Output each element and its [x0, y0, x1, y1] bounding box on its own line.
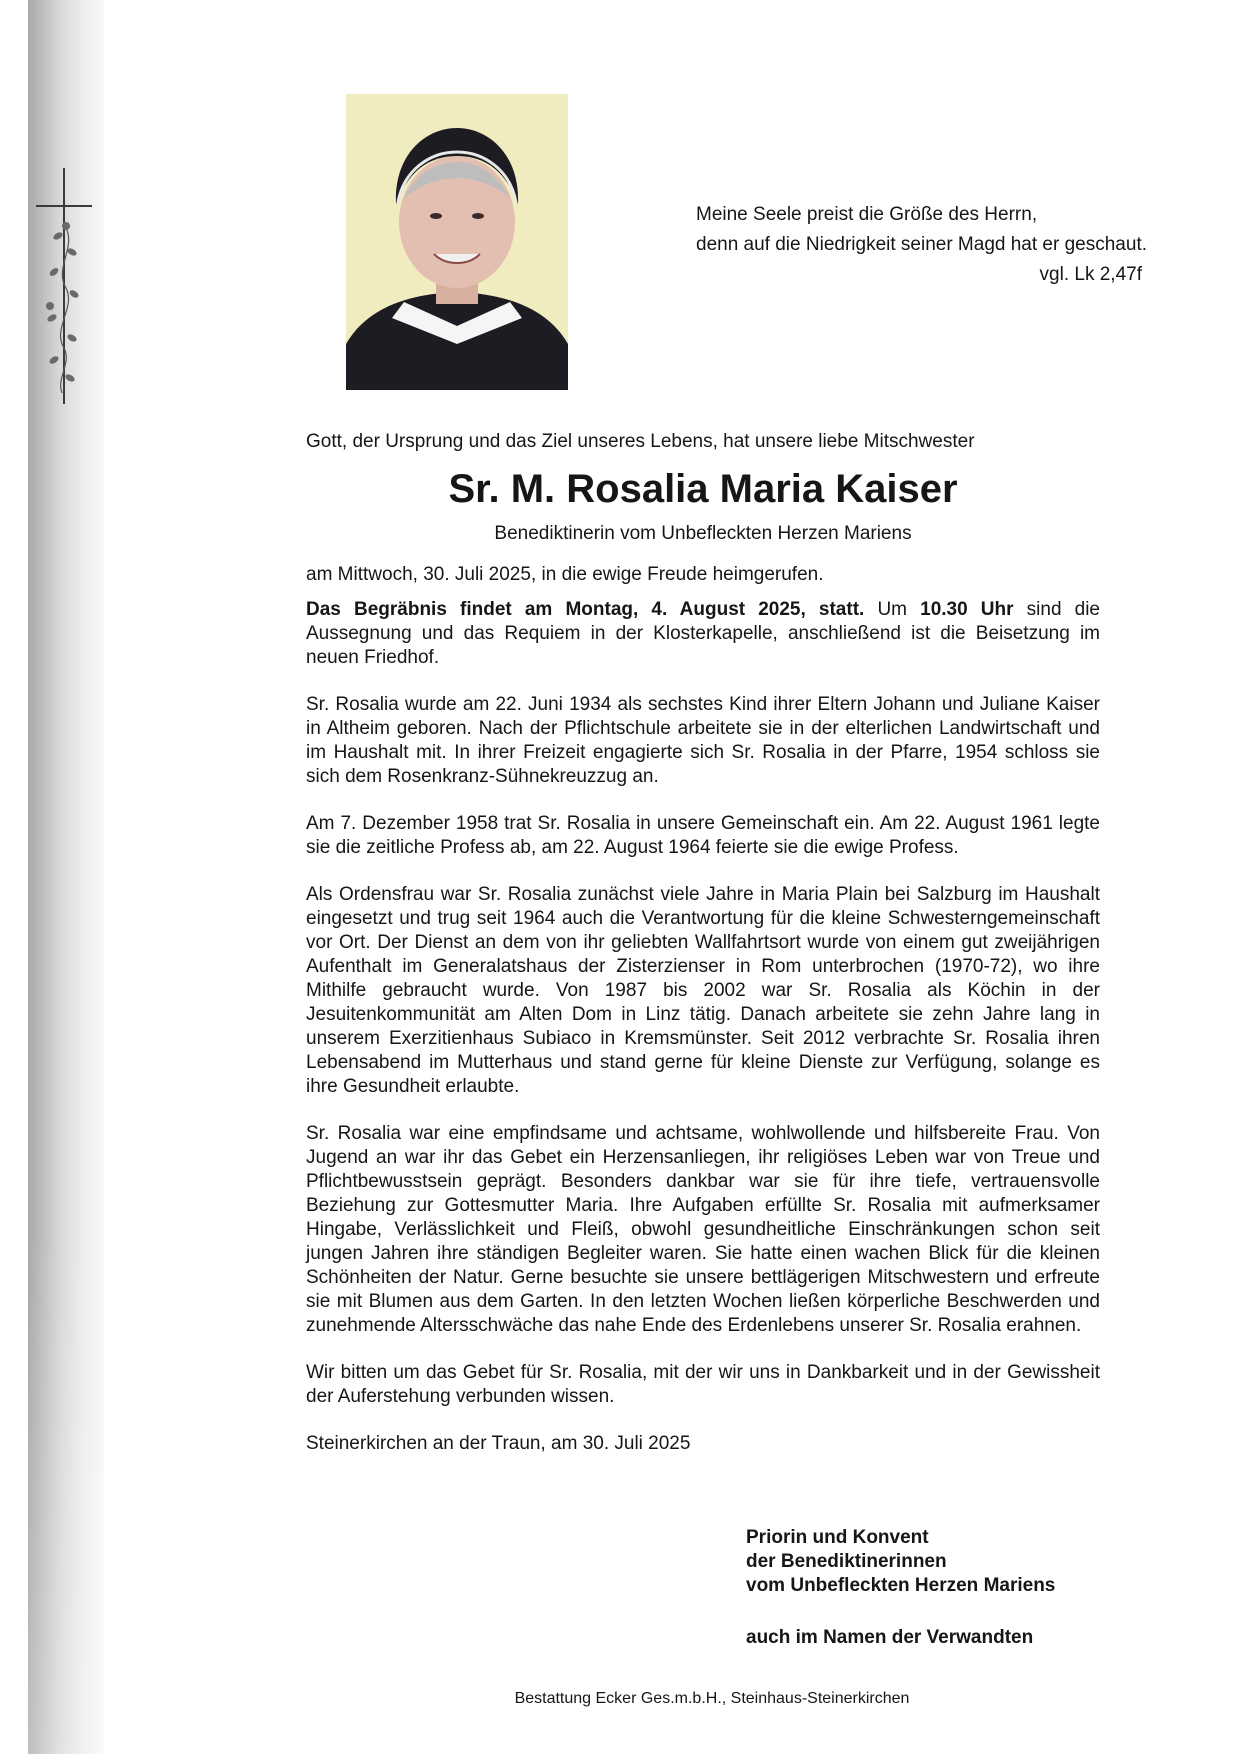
biography-paragraph: Als Ordensfrau war Sr. Rosalia zunächst viele Jahre in Maria Plain bei Salzburg im Haushalt eingesetzt und trug seit 1964 auch die Verantwortung für die kleine Schwesterngemeinschaft vor Ort. Der Dienst an dem von ihr geliebten Wallfahrtsort wurde von einem gut zweijährigen Aufenthalt im Generalatshaus der Zisterzienser in Rom unterbrochen (1970-72), wo ihre Mithilfe gebraucht wurde. Von 1987 bis 2002 war Sr. Rosalia als Köchin in der Jesuitenkommunität am Alten Dom in Linz tätig. Danach arbeitete sie zehn Jahre lang in unserem Exerzitienhaus Subiaco in Kremsmünster. Seit 2012 verbrachte Sr. Rosalia ihren Lebensabend im Mutterhaus und stand gerne für kleine Dienste zur Verfügung, solange es ihre Gesundheit erlaubte.	[306, 884, 1100, 1097]
bible-quote	[696, 200, 1156, 290]
signature-relatives: auch im Namen der Verwandten	[746, 1627, 1034, 1648]
quote-line-2: denn auf die Niedrigkeit seiner Magd hat er geschaut.	[696, 234, 1147, 255]
deceased-name: Sr. M. Rosalia Maria Kaiser	[448, 467, 958, 511]
funeral-time: 10.30 Uhr	[920, 599, 1014, 620]
obituary-body	[306, 430, 1100, 1456]
prayer-request: Wir bitten um das Gebet für Sr. Rosalia, mit der wir uns in Dankbarkeit und in der Gewissheit der Auferstehung verbunden wissen.	[306, 1362, 1100, 1407]
death-notice: am Mittwoch, 30. Juli 2025, in die ewige Freude heimgerufen.	[306, 564, 824, 585]
signature-line-2: der Benediktinerinnen	[746, 1551, 947, 1572]
religious-order: Benediktinerin vom Unbefleckten Herzen Mariens	[494, 523, 912, 544]
cross-with-rose-icon	[36, 168, 96, 408]
intro-text: Gott, der Ursprung und das Ziel unseres Lebens, hat unsere liebe Mitschwester	[306, 431, 975, 452]
quote-reference: vgl. Lk 2,47f	[1039, 264, 1142, 285]
place-and-date: Steinerkirchen an der Traun, am 30. Juli 2025	[306, 1433, 691, 1454]
quote-line-1: Meine Seele preist die Größe des Herrn,	[696, 204, 1038, 225]
biography-paragraph: Sr. Rosalia war eine empfindsame und achtsame, wohlwollende und hilfsbereite Frau. Von Jugend an war ihr das Gebet ein Herzensanliegen, ihr religiöses Leben war von Treue und Pflichtbewusstsein geprägt. Besonders dankbar war sie für ihre tiefe, vertrauensvolle Beziehung zur Gottesmutter Maria. Ihre Aufgaben erfüllte Sr. Rosalia mit aufmerksamer Hingabe, Verlässlichkeit und Fleiß, obwohl gesundheitliche Einschränkungen schon seit jungen Jahren ihre ständigen Begleiter waren. Sie hatte einen wachen Blick für die kleinen Schönheiten der Natur. Gerne besuchte sie unsere bettlägerigen Mitschwestern und erfreute sie mit Blumen aus dem Garten. In den letzten Wochen ließen körperliche Beschwerden und zunehmende Altersschwäche das nahe Ende des Erdenlebens unserer Sr. Rosalia erahnen.	[306, 1123, 1100, 1336]
funeral-info: Das Begräbnis findet am Montag, 4. August 2025, statt. Um 10.30 Uhr sind die Aussegnung und das Requiem in der Klosterkapelle, anschließend ist die Beisetzung im neuen Friedhof.	[306, 599, 1100, 668]
signature-block	[746, 1526, 1055, 1650]
funeral-date: Das Begräbnis findet am Montag, 4. August 2025, statt.	[306, 599, 865, 620]
funeral-home: Bestattung Ecker Ges.m.b.H., Steinhaus-Steinerkirchen	[514, 1690, 910, 1707]
signature-line-1: Priorin und Konvent	[746, 1527, 929, 1548]
biography-paragraph: Sr. Rosalia wurde am 22. Juni 1934 als sechstes Kind ihrer Eltern Johann und Juliane Kaiser in Altheim geboren. Nach der Pflichtschule arbeitete sie in der elterlichen Landwirtschaft und im Haushalt mit. In ihrer Freizeit engagierte sich Sr. Rosalia in der Pfarre, 1954 schloss sie sich dem Rosenkranz-Sühnekreuzzug an.	[306, 694, 1100, 787]
portrait-photo	[346, 94, 568, 390]
footer	[0, 1690, 1240, 1708]
biography-paragraph: Am 7. Dezember 1958 trat Sr. Rosalia in unsere Gemeinschaft ein. Am 22. August 1961 legte sie die zeitliche Profess ab, am 22. August 1964 feierte sie die ewige Profess.	[306, 813, 1100, 858]
signature-line-3: vom Unbefleckten Herzen Mariens	[746, 1575, 1056, 1596]
